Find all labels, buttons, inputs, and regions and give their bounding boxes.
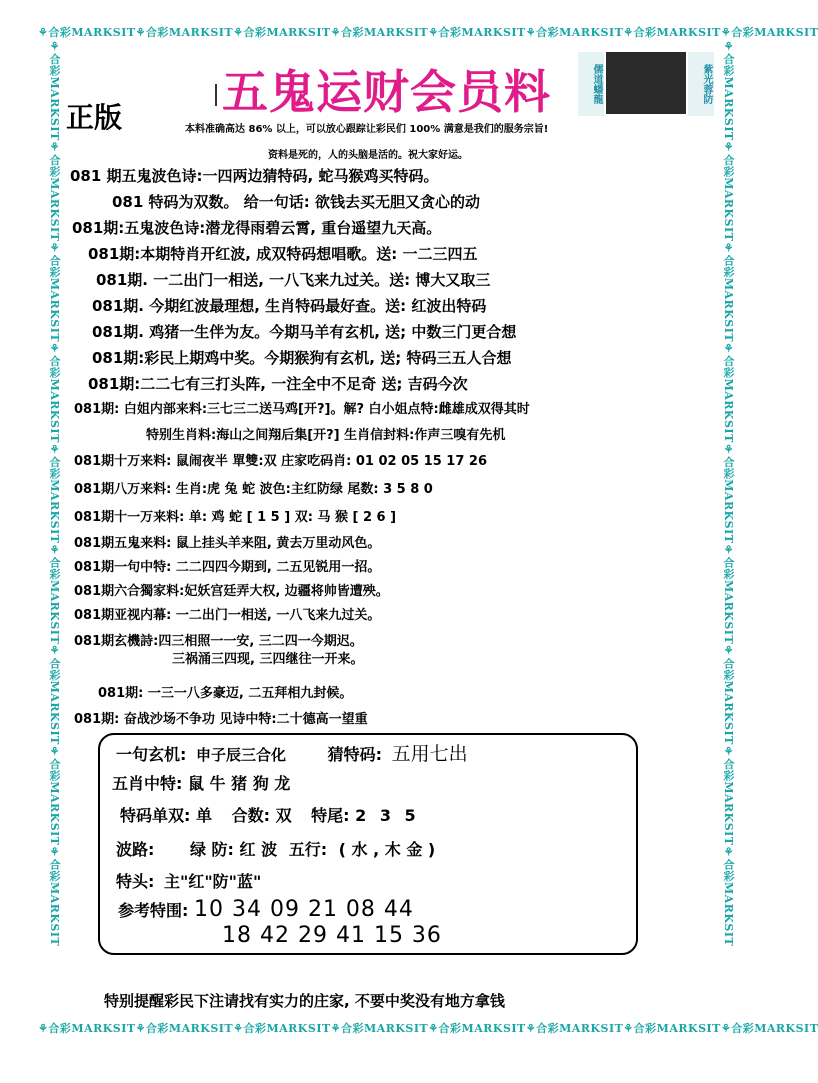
danshuang-value: 单 <box>195 806 212 825</box>
cai-value: 五用七出 <box>391 743 468 765</box>
bottom-border-watermark: ⚘合彩MARKSIT⚘合彩MARKSIT⚘合彩MARKSIT⚘合彩MARKSIT⚘合彩MARKSIT⚘合彩MARKSIT⚘合彩MARKSIT⚘合彩MARKSIT <box>38 1022 818 1035</box>
yijuxuanji-row <box>116 739 468 766</box>
content-line: 081期十万来料: 鼠闹夜半 單雙:双 庄家吃码肖: 01 02 05 15 17 26 <box>74 454 488 469</box>
content-line: 081期: 一三一八多豪迈, 二五拜相九封候。 <box>98 686 353 701</box>
title-divider <box>215 84 217 106</box>
subtitle-accuracy: 本料准确高达 86% 以上，可以放心跟踪让彩民们 100% 满意是我们的服务宗旨! <box>185 124 549 135</box>
right-border-watermark: ⚘合彩MARKSIT⚘合彩MARKSIT⚘合彩MARKSIT⚘合彩MARKSIT⚘合彩MARKSIT⚘合彩MARKSIT⚘合彩MARKSIT⚘合彩MARKSIT⚘合彩MARKSIT <box>722 40 735 947</box>
bolu-row <box>116 837 435 860</box>
tewei-value: 2 3 5 <box>355 806 420 825</box>
footer-reminder: 特别提醒彩民下注请找有实力的庄家, 不要中奖没有地方拿钱 <box>104 992 505 1010</box>
content-line: 081期亚视内幕: 一二出门一相送, 一八飞来九过关。 <box>74 608 381 623</box>
left-border-watermark: ⚘合彩MARKSIT⚘合彩MARKSIT⚘合彩MARKSIT⚘合彩MARKSIT⚘合彩MARKSIT⚘合彩MARKSIT⚘合彩MARKSIT⚘合彩MARKSIT⚘合彩MARKSIT <box>48 40 61 947</box>
content-line: 081期. 一二出门一相送, 一八飞来九过关。送: 博大又取三 <box>96 271 491 289</box>
subtitle-luck: 资料是死的，人的头脑是活的。祝大家好运。 <box>268 150 468 161</box>
content-line: 081 期五鬼波色诗:一四两边猜特码, 蛇马猴鸡买特码。 <box>70 167 439 185</box>
content-line: 081期玄機詩:四三相照一一安, 三二四一今期迟。 <box>74 634 363 649</box>
tetou-label: 特头: <box>116 872 155 891</box>
cai-label: 猜特码: <box>327 745 382 764</box>
wuxing-value: ( 水 , 木 金 ) <box>338 840 436 859</box>
heshu-value: 双 <box>275 806 292 825</box>
tetou-value: 主"红"防"蓝" <box>163 872 262 891</box>
content-line: 081期:二二七有三打头阵, 一注全中不足奇 送; 吉码今次 <box>88 375 468 393</box>
cankao-row <box>118 897 414 922</box>
danshuang-row <box>120 803 420 826</box>
tetou-row <box>116 869 261 892</box>
content-line: 081期: 白姐内部来料:三七三二送马鸡[开?]。解? 白小姐点特:雌雄成双得其时 <box>74 402 530 417</box>
wuxiao-value: 鼠 牛 猪 狗 龙 <box>187 774 291 793</box>
edition-label: 正版 <box>66 101 123 134</box>
seal-left: 儒道蟠龍 <box>578 52 604 116</box>
yijuxuanji-label: 一句玄机: <box>116 745 187 764</box>
danshuang-label: 特码单双: <box>120 806 191 825</box>
content-line: 081期:本期特肖开红波, 成双特码想唱歌。送: 一二三四五 <box>88 245 478 263</box>
bolu-value: 绿 防: 红 波 <box>189 840 278 859</box>
content-line: 081期. 鸡猪一生伴为友。今期马羊有玄机, 送; 中数三门更合想 <box>92 323 517 341</box>
content-line: 081期: 奋战沙场不争功 见诗中特:二十德高一望重 <box>74 712 368 727</box>
content-line: 081期十一万来料: 单: 鸡 蛇 [ 1 5 ] 双: 马 猴 [ 2 6 ] <box>74 510 397 525</box>
content-line: 081期:彩民上期鸡中奖。今期猴狗有玄机, 送; 特码三五人合想 <box>92 349 512 367</box>
content-line: 081期. 今期红波最理想, 生肖特码最好查。送: 红波出特码 <box>92 297 487 315</box>
wuxing-label: 五行: <box>288 840 328 859</box>
heshu-label: 合数: <box>231 806 270 825</box>
wuxiao-label: 五肖中特: <box>112 774 183 793</box>
content-line: 081期:五鬼波色诗:潜龙得雨碧云霄, 重台遥望九天高。 <box>72 219 442 237</box>
content-line: 081期八万来料: 生肖:虎 兔 蛇 波色:主红防绿 尾数: 3 5 8 0 <box>74 482 433 497</box>
seal-image <box>606 52 686 114</box>
top-border-watermark: ⚘合彩MARKSIT⚘合彩MARKSIT⚘合彩MARKSIT⚘合彩MARKSIT⚘合彩MARKSIT⚘合彩MARKSIT⚘合彩MARKSIT⚘合彩MARKSIT <box>38 26 818 39</box>
cankao-row1: 10 34 09 21 08 44 <box>193 897 414 922</box>
cankao-row2: 18 42 29 41 15 36 <box>222 923 442 948</box>
content-line: 特别生肖料:海山之间翔后集[开?] 生肖信封料:作声三嗅有先机 <box>146 428 506 443</box>
content-line: 081期一句中特: 二二四四今期到, 二五见锐用一招。 <box>74 560 381 575</box>
seal-right: 紫光蓉防 <box>688 52 714 116</box>
bolu-label: 波路: <box>116 840 155 859</box>
content-line: 081 特码为双数。 给一句话: 欲钱去买无胆又贪心的动 <box>112 193 480 211</box>
page-title: 五鬼运财会员料 <box>222 65 551 119</box>
tewei-label: 特尾: <box>311 806 350 825</box>
content-line: 081期六合獨家料:妃妖宫廷弄大权, 边疆将帅皆遭殃。 <box>74 584 389 599</box>
content-line: 三祸涌三四现, 三四继往一开来。 <box>172 652 364 667</box>
cankao-label: 参考特围: <box>118 901 189 920</box>
summary-box <box>98 733 638 955</box>
yijuxuanji-value: 申子辰三合化 <box>195 746 286 764</box>
content-line: 081期五鬼来料: 鼠上挂头羊来阻, 黄去万里动风色。 <box>74 536 381 551</box>
wuxiao-row <box>112 771 290 794</box>
